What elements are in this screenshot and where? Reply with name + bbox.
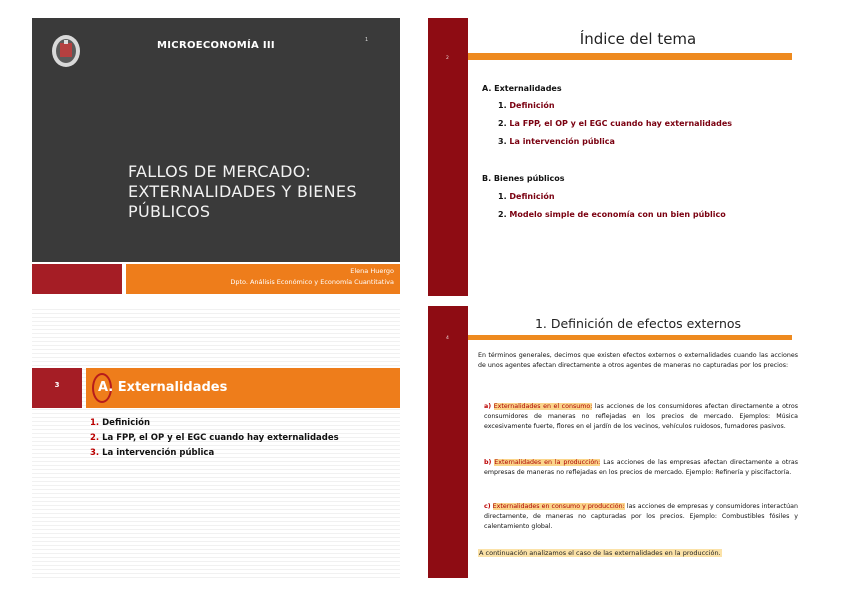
list-item: 2. La FPP, el OP y el EGC cuando hay externalidades bbox=[90, 433, 339, 443]
slide-number: 3 bbox=[54, 381, 60, 389]
section-number-box bbox=[32, 368, 82, 408]
title-line: EXTERNALIDADES Y BIENES bbox=[128, 182, 357, 201]
term-highlight: Externalidades en la producción: bbox=[494, 459, 601, 466]
intro-paragraph: En términos generales, decimos que existen efectos externos o externalidades cuando las acciones de unos agentes afectan directamente a otros agentes de maneras no capturadas por los precios: bbox=[478, 352, 798, 369]
list-item: 1. Definición bbox=[90, 418, 151, 428]
slide-2-thumbnail[interactable] bbox=[428, 18, 808, 296]
definition-item-a: a) Externalidades en el consumo: las acciones de los consumidores afectan directamente a otros consumidores de maneras no reflejadas en los precios de mercado. Ejemplos: Música excesivamente fuerte, flores en el jardín de los vecinos, vehículos ruidosos, fumadores pasivos. bbox=[484, 403, 798, 430]
slide-number: 1 bbox=[365, 37, 369, 43]
index-item: 3. La intervención pública bbox=[498, 137, 615, 146]
red-strip bbox=[32, 264, 122, 294]
section-a-label: A. Externalidades bbox=[482, 84, 562, 93]
index-item: 1. Definición bbox=[498, 101, 555, 110]
title-line: PÚBLICOS bbox=[128, 202, 211, 221]
definition-item-b: b) Externalidades en la producción: Las acciones de las empresas afectan directamente a otras empresas de maneras no reflejadas en los precios de mercado. Ejemplo: Refinería y piscifactoría. bbox=[484, 459, 798, 476]
department-name: Dpto. Análisis Económico y Economía Cuantitativa bbox=[230, 278, 394, 286]
index-item: 1. Definición bbox=[498, 192, 555, 201]
term-highlight: Externalidades en consumo y producción: bbox=[492, 503, 625, 510]
presentation-title bbox=[128, 162, 388, 222]
slide-4-thumbnail[interactable] bbox=[428, 306, 808, 578]
slide-1-thumbnail[interactable] bbox=[32, 18, 400, 296]
slide-title: 1. Definición de efectos externos bbox=[534, 316, 742, 331]
index-item: 2. Modelo simple de economía con un bien público bbox=[498, 210, 726, 219]
title-line: FALLOS DE MERCADO: bbox=[128, 162, 312, 181]
author-name: Elena Huergo bbox=[350, 267, 394, 275]
section-b-label: B. Bienes públicos bbox=[482, 174, 565, 183]
slide-number: 2 bbox=[446, 56, 449, 61]
title-rule bbox=[468, 335, 792, 340]
list-item: 3. La intervención pública bbox=[90, 448, 215, 458]
side-bar bbox=[428, 306, 468, 578]
slide-3-thumbnail[interactable] bbox=[32, 306, 400, 578]
author-block bbox=[230, 266, 394, 288]
conclusion-text: A continuación analizamos el caso de las externalidades en la producción. bbox=[479, 549, 721, 557]
term-highlight: Externalidades en el consumo: bbox=[493, 403, 593, 410]
title-background bbox=[32, 18, 400, 262]
section-title: A. Externalidades bbox=[98, 380, 228, 395]
index-item: 2. La FPP, el OP y el EGC cuando hay externalidades bbox=[498, 119, 733, 128]
slide-number: 4 bbox=[446, 336, 449, 341]
title-rule bbox=[468, 53, 792, 60]
definition-item-c: c) Externalidades en consumo y producción: las acciones de empresas y consumidores interactúan directamente, de maneras no capturadas por los precios. Ejemplo: Combustibles fósiles y calentamiento global. bbox=[484, 503, 798, 530]
course-name: MICROECONOMÍA III bbox=[157, 40, 275, 51]
slide-title: Índice del tema bbox=[579, 30, 697, 48]
